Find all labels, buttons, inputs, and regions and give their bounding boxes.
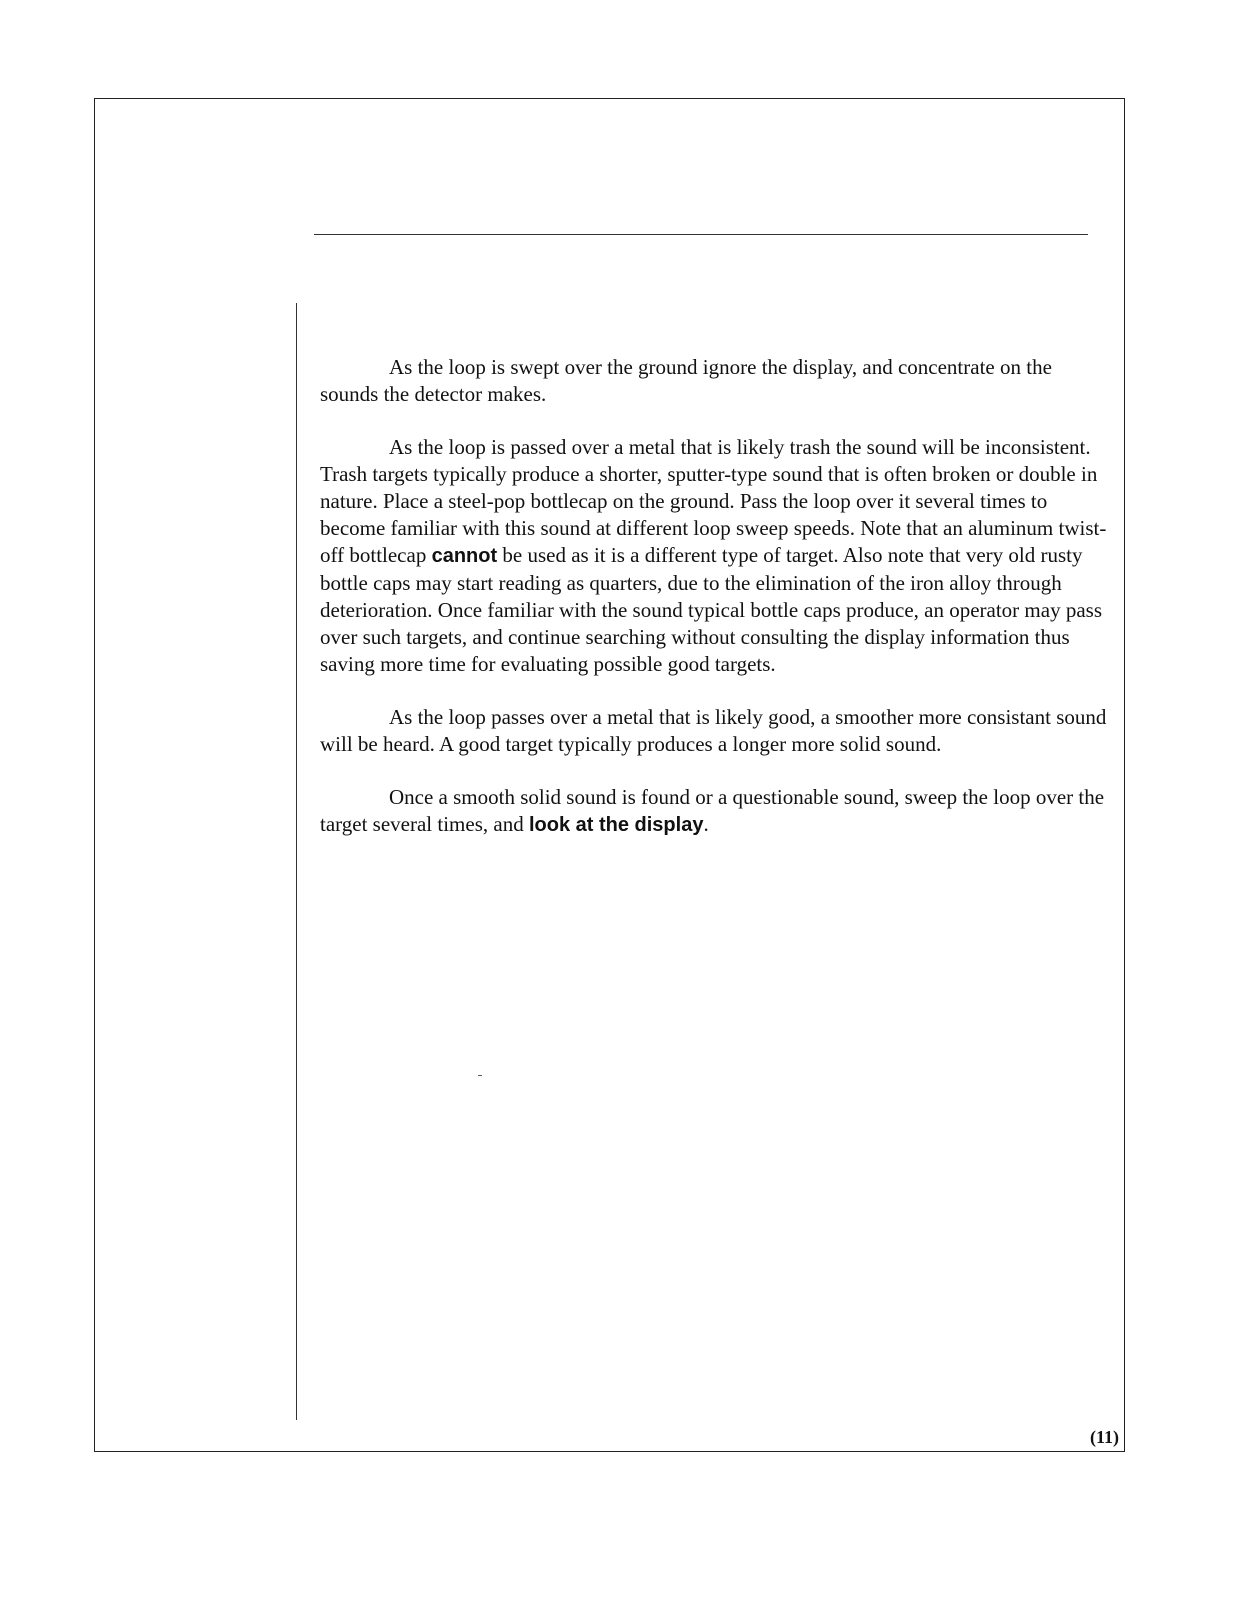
paragraph-4-text-b: . (703, 812, 709, 836)
margin-rule (296, 303, 297, 1420)
paragraph-1 (320, 354, 1110, 408)
paragraph-4 (320, 784, 1110, 839)
paragraph-4-text-a: Once a smooth solid sound is found or a questionable sound, sweep the loop over the target several times, and (320, 785, 1105, 836)
paragraph-3-text: As the loop passes over a metal that is likely good, a smoother more consistant sound will be heard. A good target typically produces a longer more solid sound. (320, 705, 1107, 756)
scan-speck (478, 1075, 482, 1076)
body-text (320, 354, 1110, 865)
paragraph-2-text-a: As the loop is passed over a metal that is likely trash the sound will be inconsistent. Trash targets typically produce a shorter, sputter-type sound that is often broken or double in nature. Place a steel-pop bottlecap on the ground. Pass the loop over it several times to become familiar with this sound at different loop sweep speeds. Note that an aluminum twist-off bottlecap (320, 435, 1107, 567)
paragraph-3 (320, 704, 1110, 758)
header-rule (314, 234, 1088, 235)
page-number: (11) (1090, 1427, 1119, 1447)
paragraph-2 (320, 434, 1110, 678)
paragraph-2-text-b: be used as it is a different type of target. Also note that very old rusty bottle caps may start reading as quarters, due to the elimination of the iron alloy through deterioration. Once familiar with the sound typical bottle caps produce, an operator may pass over such targets, and continue searching without consulting the display information thus saving more time for evaluating possible good targets. (320, 543, 1102, 676)
emphasis-look-at-display: look at the display (528, 814, 704, 836)
paragraph-1-text: As the loop is swept over the ground ignore the display, and concentrate on the sounds the detector makes. (320, 355, 1052, 406)
emphasis-cannot: cannot (431, 545, 498, 567)
